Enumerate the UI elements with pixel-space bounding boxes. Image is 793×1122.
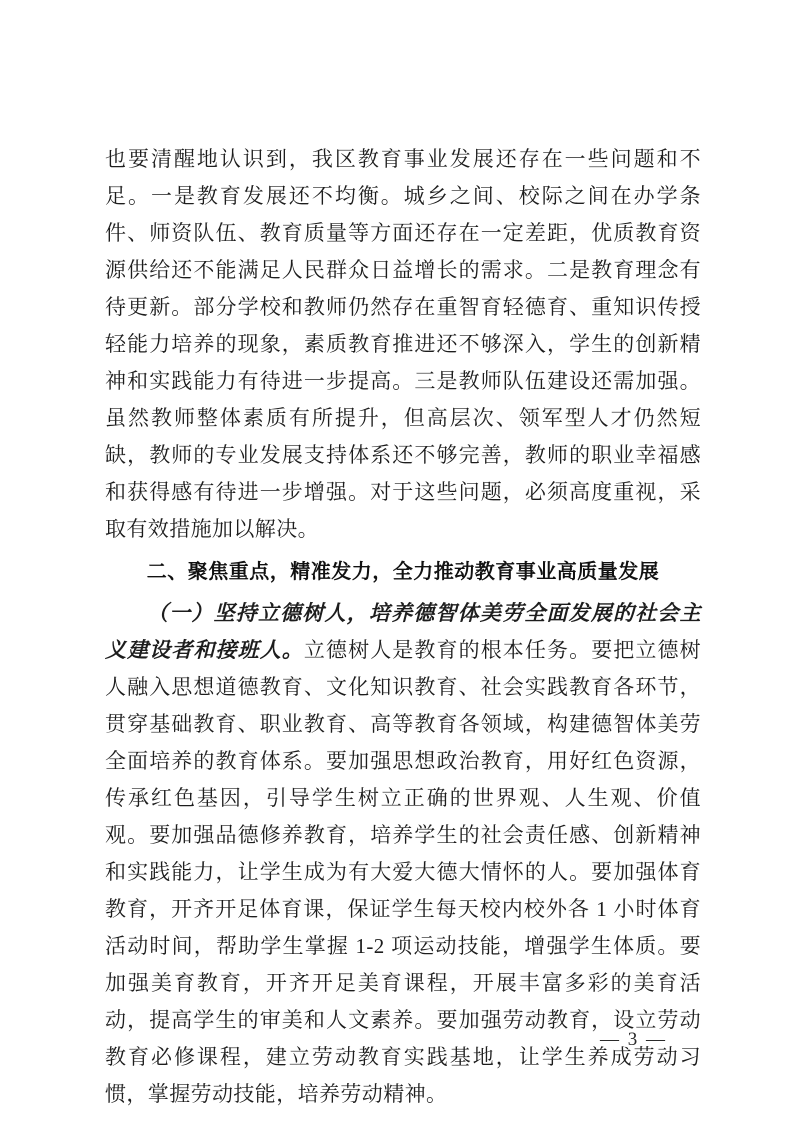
page-number: — 3 — [600,1029,667,1050]
page-content [105,141,701,1113]
paragraph-lead-sentence: （一）坚持立德树人，培养德智体美劳全面发展的社会主义建设者和接班人。 [105,601,701,662]
paragraph-body-text: 立德树人是教育的根本任务。要把立德树人融入思想道德教育、文化知识教育、社会实践教育各环节，贯穿基础教育、职业教育、高等教育各领域，构建德智体美劳全面培养的教育体系。要加强思想政治教育，用好红色资源，传承红色基因，引导学生树立正确的世界观、人生观、价值观。要加强品德修养教育，培养学生的社会责任感、创新精神和实践能力，让学生成为有大爱大德大情怀的人。要加强体育教育，开齐开足体育课，保证学生每天校内校外各 1 小时体育活动时间，帮助学生掌握 1-2 项运动技能，增强学生体质。要加强美育教育，开齐开足美育课程，开展丰富多彩的美育活动，提高学生的审美和人文素养。要加强劳动教育，设立劳动教育必修课程，建立劳动教育实践基地，让学生养成劳动习惯，掌握劳动技能，培养劳动精神。 [105,638,701,1106]
paragraph-problems-overview: 也要清醒地认识到，我区教育事业发展还存在一些问题和不足。一是教育发展还不均衡。城乡之间、校际之间在办学条件、师资队伍、教育质量等方面还存在一定差距，优质教育资源供给还不能满足人民群众日益增长的需求。二是教育理念有待更新。部分学校和教师仍然存在重智育轻德育、重知识传授轻能力培养的现象，素质教育推进还不够深入，学生的创新精神和实践能力有待进一步提高。三是教师队伍建设还需加强。虽然教师整体素质有所提升，但高层次、领军型人才仍然短缺，教师的专业发展支持体系还不够完善，教师的职业幸福感和获得感有待进一步增强。对于这些问题，必须高度重视，采取有效措施加以解决。 [105,147,701,541]
section-heading: 二、聚焦重点，精准发力，全力推动教育事业高质量发展 [146,561,660,583]
